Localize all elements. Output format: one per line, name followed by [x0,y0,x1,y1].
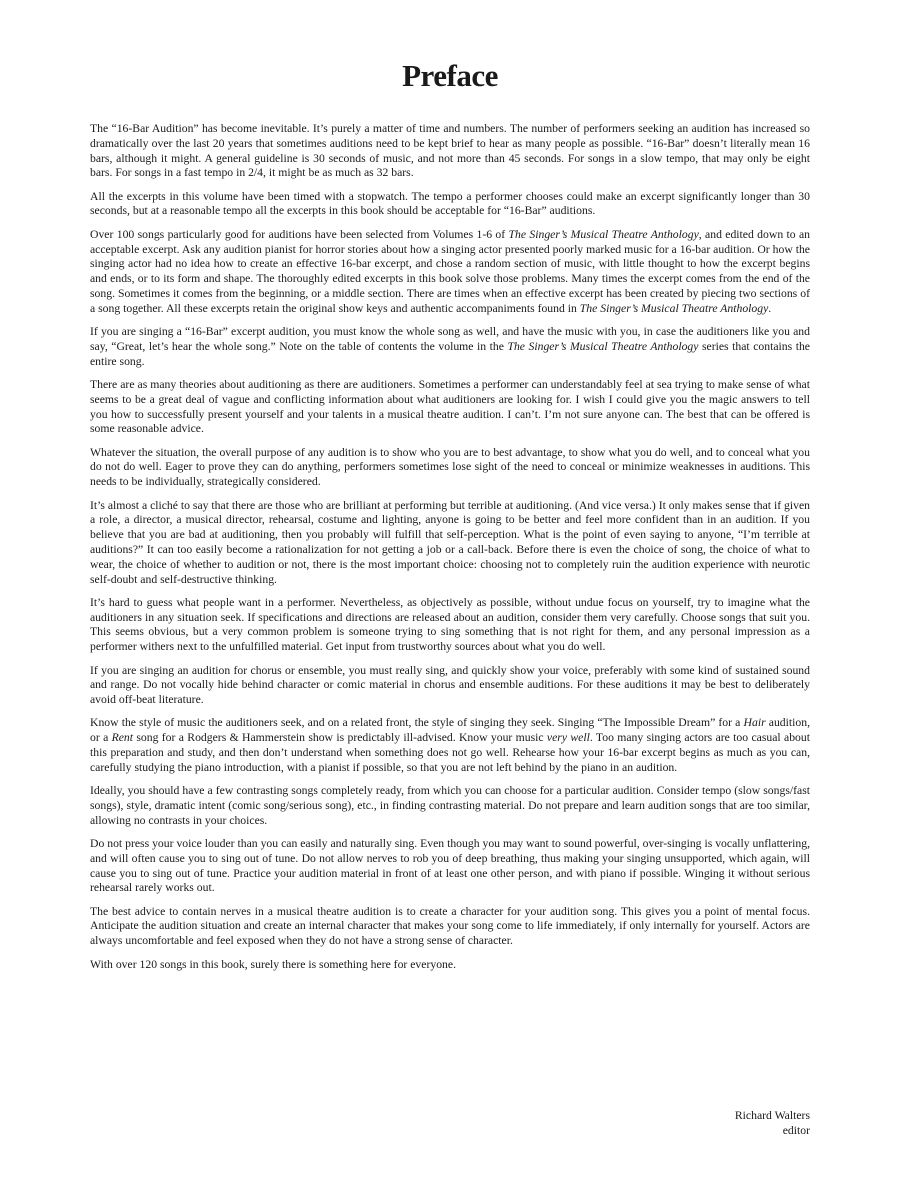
paragraph-text: Know the style of music the auditioners seek, and on a related front, the style of singing they seek. Singing “The Impossible Dream” for a [90,716,744,730]
body-paragraph [90,325,810,369]
body-paragraph [90,837,810,896]
body-paragraph [90,446,810,490]
paragraph-text: song for a Rodgers & Hammerstein show is predictably ill-advised. Know your music [133,731,547,745]
body-paragraph [90,958,810,973]
body-paragraph [90,499,810,588]
preface-body [90,122,810,981]
paragraph-text: It’s hard to guess what people want in a performer. Nevertheless, as objectively as possible, without undue focus on yourself, try to imagine what the auditioners in any situation seek. If specifications and directions are released about an audition, consider them very carefully. Choose songs that suit you. This seems obvious, but a very common problem is someone trying to sing something that is not right for them, and any personal impression as a performer withers next to the unfulfilled material. Get input from trustworthy sources about what you do well. [90,595,810,654]
signature-role: editor [782,1123,810,1137]
paragraph-text: If you are singing an audition for chorus or ensemble, you must really sing, and quickly show your voice, preferably with some kind of sustained sound and range. Do not vocally hide behind character or comic material in chorus and ensemble auditions. For these auditions it may be best to deliberately avoid off-beat literature. [90,663,810,707]
paragraph-text: series that contains the entire song. [90,339,810,368]
italic-title-text: The Singer’s Musical Theatre Anthology [579,301,769,315]
italic-title-text: Rent [111,731,134,745]
paragraph-text: , and edited down to an acceptable excerpt. Ask any audition pianist for horror stories about how a singing actor presented poorly marked music for a 16-bar audition. Or how the singing actor had no idea how to create an effective 16-bar excerpt, and chose a random section of music, with little thought to how the excerpt begins and ends, or to its form and shape. The thoroughly edited excerpts in this book solve those problems. Many times the excerpt comes from the end of the song. Sometimes it comes from the beginning, or a middle section. There are times when an effective excerpt has been created by piecing two sections of a song together. All these excerpts retain the original show keys and authentic accompaniments found in [90,227,810,315]
body-paragraph [90,716,810,775]
paragraph-text: The best advice to contain nerves in a musical theatre audition is to create a character for your audition song. This gives you a point of mental focus. Anticipate the audition situation and create an internal character that makes your song come to life immediately, if only internally for yourself. Actors are always uncomfortable and feel exposed when they do not have a strong sense of character. [90,904,810,948]
body-paragraph [90,190,810,220]
italic-title-text: Hair [743,716,766,730]
italic-title-text: The Singer’s Musical Theatre Anthology [507,339,699,353]
paragraph-text: Do not press your voice louder than you can easily and naturally sing. Even though you may want to sound powerful, over-singing is vocally unflattering, and will often cause you to sing out of tune. Do not allow nerves to rob you of deep breathing, thus making your singing unsupported, which again, will cause you to sing out of tune. Practice your audition material in front of at least one other person, and with piano if possible. Winging it without serious rehearsal rarely works out. [90,836,810,895]
paragraph-text: The “16-Bar Audition” has become inevitable. It’s purely a matter of time and numbers. The number of performers seeking an audition has increased so dramatically over the last 20 years that sometimes auditions need to be kept brief to hear as many people as possible. “16-Bar” doesn’t literally mean 16 bars, although it might. A general guideline is 30 seconds of music, and not more than 45 seconds. For songs in a slow tempo, that may only be eight bars. For songs in a fast tempo in 2/4, it might be as much as 32 bars. [90,122,810,180]
paragraph-text: . Too many singing actors are too casual about this preparation and study, and then don’t understand when something does not go well. Rehearse how your 16-bar excerpt begins as much as you can, carefully studying the piano introduction, with a pianist if possible, so that you are not left behind by the piano in an audition. [90,731,810,774]
signature-block [735,1109,810,1139]
paragraph-text: Over 100 songs particularly good for auditions have been selected from Volumes 1-6 of [90,227,509,241]
paragraph-text: There are as many theories about auditioning as there are auditioners. Sometimes a performer can understandably feel at sea trying to make sense of what seems to be a great deal of vague and conflicting information about what auditioners are looking for. I wish I could give you the magic answers to tell you how to successfully present yourself and your talents in a musical theatre audition. I can’t. I’m not sure anyone can. The best that can be offered is some reasonable advice. [90,377,810,436]
signature-name: Richard Walters [734,1109,810,1122]
paragraph-text: audition, or a [90,716,811,745]
body-paragraph [90,664,810,708]
body-paragraph [90,122,810,181]
body-paragraph [90,596,810,655]
italic-title-text: very well [546,731,590,745]
paragraph-text: With over 120 songs in this book, surely there is something here for everyone. [90,957,456,971]
body-paragraph [90,228,810,317]
italic-title-text: The Singer’s Musical Theatre Anthology [508,227,699,241]
paragraph-text: . [768,301,772,315]
paragraph-text: All the excerpts in this volume have been timed with a stopwatch. The tempo a performer chooses could make an excerpt significantly longer than 30 seconds, but at a reasonable tempo all the excerpts in this book should be acceptable for “16-Bar” auditions. [90,189,810,218]
paragraph-text: Ideally, you should have a few contrasting songs completely ready, from which you can choose for a particular audition. Consider tempo (slow songs/fast songs), style, dramatic intent (comic song/serious song), etc., in finding contrasting material. Do not prepare and learn audition songs that are too similar, allowing no contrasts in your choices. [90,784,810,827]
body-paragraph [90,905,810,949]
paragraph-text: If you are singing a “16-Bar” excerpt audition, you must know the whole song as well, and have the music with you, in case the auditioners like you and say, “Great, let’s hear the whole song.” Note on the table of contents the volume in the [90,325,810,353]
body-paragraph [90,378,810,437]
paragraph-text: Whatever the situation, the overall purpose of any audition is to show who you are to best advantage, to show what you do well, and to conceal what you do not do well. Eager to prove they can do anything, performers sometimes lose sight of the need to conceal or minimize weaknesses in auditions. This needs to be individually, strategically considered. [90,445,810,489]
body-paragraph [90,784,810,828]
page-title: Preface [402,58,498,93]
paragraph-text: It’s almost a cliché to say that there are those who are brilliant at performing but terrible at auditioning. (And vice versa.) It only makes sense that if given a role, a director, a musical director, rehearsal, costume and lighting, anyone is going to be better and feel more confident than in an audition. If you believe that you are bad at auditioning, then you probably will fulfill that self-perception. What is the point of even saying to anyone, “I’m terrible at auditions?” It can too easily become a rationalization for not getting a job or a call-back. Before there is even the choice of song, the choice of what to wear, the choice of whether to audition or not, there is the most important choice: choosing not to completely ruin the audition experience with neurotic self-doubt and self-destructive thinking. [90,498,810,586]
